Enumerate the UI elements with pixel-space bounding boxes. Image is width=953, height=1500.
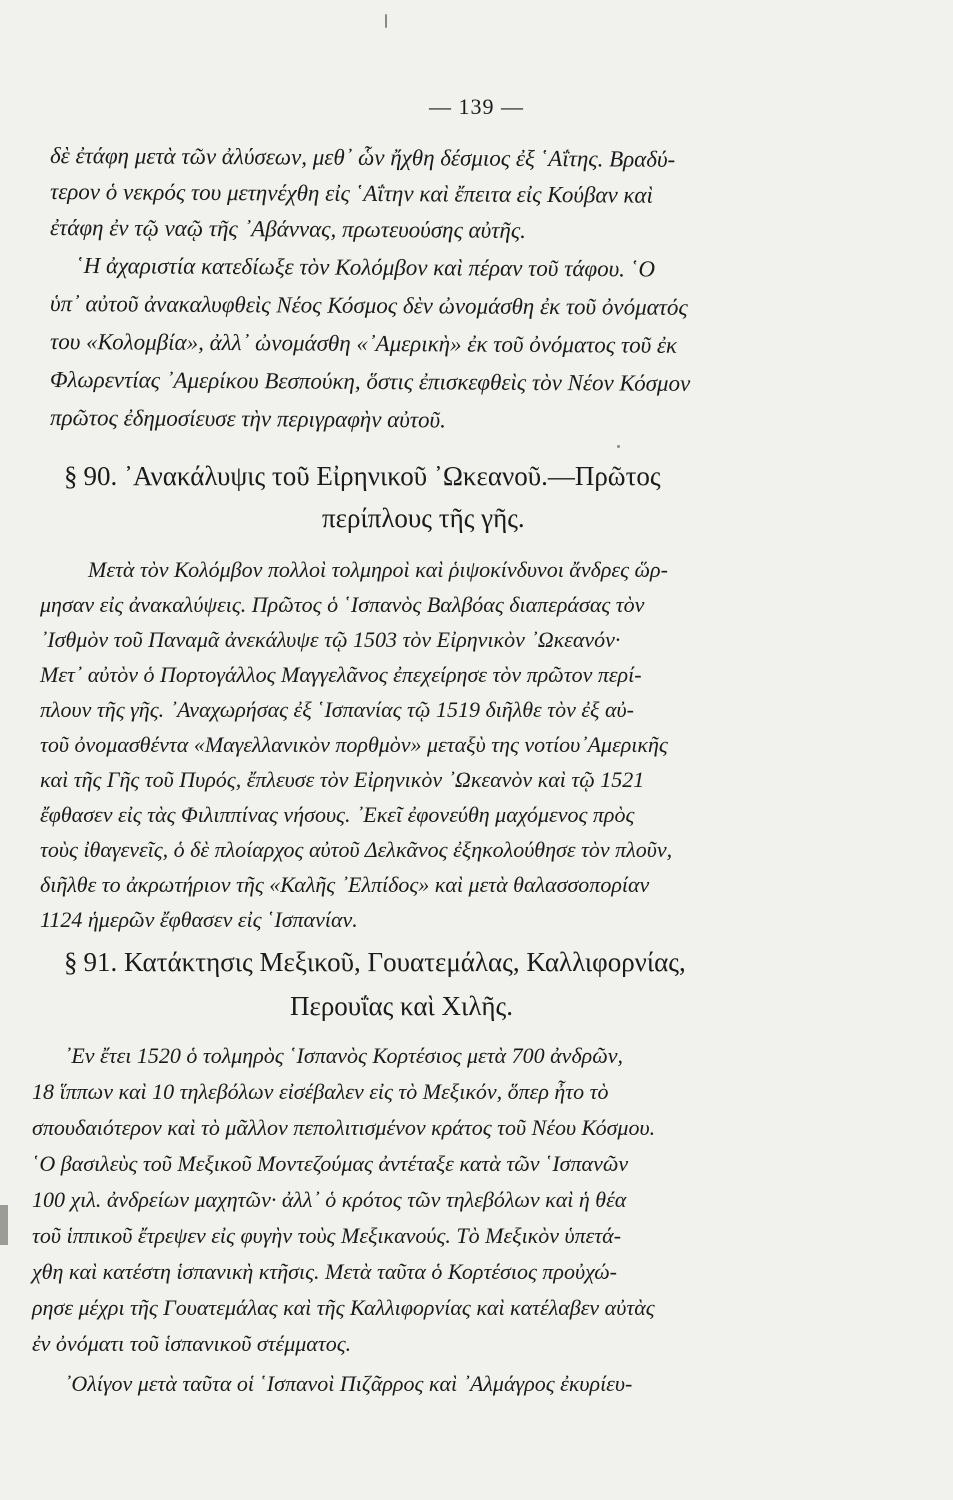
text-line: ᾽Ισθμὸν τοῦ Παναμᾶ ἀνεκάλυψε τῷ 1503 τὸν Εἰρηνικὸν ᾽Ωκεανόν·: [40, 627, 621, 652]
section-heading-continued: Περουΐας καὶ Χιλῆς.: [290, 991, 513, 1021]
text-line: 100 χιλ. ἀνδρείων μαχητῶν· ἀλλ᾽ ὁ κρότος τῶν τηλεβόλων καὶ ἡ θέα: [32, 1187, 627, 1212]
section-title: 90. ᾽Ανακάλυψις τοῦ Εἰρηνικοῦ ᾽Ωκεανοῦ.—Πρῶτος: [83, 461, 661, 491]
text-line: τοῦ ὀνομασθέντα «Μαγελλανικὸν πορθμὸν» μεταξὺ της νοτίου᾽Αμερικῆς: [40, 732, 668, 757]
text-line: τοὺς ἰθαγενεῖς, ὁ δὲ πλοίαρχος αὐτοῦ Δελκᾶνος ἐξηκολούθησε τὸν πλοῦν,: [40, 837, 673, 862]
text-line: ἔφθασεν εἰς τὰς Φιλιππίνας νήσους. ᾽Εκεῖ ἐφονεύθη μαχόμενος πρὸς: [40, 802, 635, 827]
section-heading-continued: περίπλους τῆς γῆς.: [322, 503, 525, 533]
section-heading: [64, 946, 686, 978]
text-line: καὶ τῆς Γῆς τοῦ Πυρός, ἔπλευσε τὸν Εἰρηνικὸν ᾽Ωκεανὸν καὶ τῷ 1521: [40, 767, 645, 792]
text-line: διῆλθε το ἀκρωτήριον τῆς «Καλῆς ᾽Ελπίδος» καὶ μετὰ θαλασσοπορίαν: [40, 872, 650, 897]
text-line: ᾽Εν ἔτει 1520 ὁ τολμηρὸς ῾Ισπανὸς Κορτέσιος μετὰ 700 ἀνδρῶν,: [64, 1043, 624, 1068]
text-line: 18 ἵππων καὶ 10 τηλεβόλων εἰσέβαλεν εἰς τὸ Μεξικόν, ὅπερ ἦτο τὸ: [32, 1079, 609, 1104]
text-line: ρησε μέχρι τῆς Γουατεμάλας καὶ τῆς Καλλιφορνίας καὶ κατέλαβεν αὐτὰς: [32, 1295, 655, 1320]
text-line: μησαν εἰς ἀνακαλύψεις. Πρῶτος ὁ ῾Ισπανὸς Βαλβόας διαπεράσας τὸν: [40, 592, 645, 617]
section-heading: [64, 460, 661, 492]
scan-speck: [385, 14, 387, 28]
scan-binding-mark: [0, 1205, 8, 1245]
text-line: Μετ᾽ αὐτὸν ὁ Πορτογάλλος Μαγγελᾶνος ἐπεχείρησε τὸν πρῶτον περί-: [40, 662, 642, 687]
text-line: χθη καὶ κατέστη ἱσπανικὴ κτῆσις. Μετὰ ταῦτα ὁ Κορτέσιος προὐχώ-: [32, 1259, 617, 1284]
text-line: πλουν τῆς γῆς. ᾽Αναχωρήσας ἐξ ῾Ισπανίας τῷ 1519 διῆλθε τὸν ἐξ αὐ-: [40, 697, 634, 722]
section-sign: §: [64, 461, 78, 491]
scan-speck: [617, 445, 620, 448]
text-line: τερον ὁ νεκρός του μετηνέχθη εἰς ῾Αΐτην καὶ ἔπειτα εἰς Κούβαν καὶ: [49, 179, 654, 208]
text-line: ᾽Ολίγον μετὰ ταῦτα οἱ ῾Ισπανοὶ Πιζᾶρρος καὶ ᾽Αλμάγρος ἐκυρίευ-: [64, 1371, 633, 1396]
text-line: του «Κολομβία», ἀλλ᾽ ὠνομάσθη «᾽Αμερικὴ» ἐκ τοῦ ὀνόματος τοῦ ἐκ: [49, 329, 678, 358]
text-line: Μετὰ τὸν Κολόμβον πολλοὶ τολμηροὶ καὶ ῥιψοκίνδυνοι ἄνδρες ὥρ-: [88, 557, 668, 582]
text-line: ῾Ο βασιλεὺς τοῦ Μεξικοῦ Μοντεζούμας ἀντέταξε κατὰ τῶν ῾Ισπανῶν: [32, 1151, 629, 1176]
text-line: ὑπ᾽ αὐτοῦ ἀνακαλυφθεὶς Νέος Κόσμος δὲν ὠνομάσθη ἐκ τοῦ ὀνόματός: [49, 291, 688, 320]
text-line: Φλωρεντίας ᾽Αμερίκου Βεσπούκη, ὅστις ἐπισκεφθεὶς τὸν Νέον Κόσμον: [49, 367, 691, 396]
text-line: πρῶτος ἐδημοσίευσε τὴν περιγραφὴν αὐτοῦ.: [49, 405, 446, 433]
text-line: ἐτάφη ἐν τῷ ναῷ τῆς ᾽Αβάννας, πρωτευούσης αὐτῆς.: [49, 215, 527, 243]
text-line: 1124 ἡμερῶν ἔφθασεν εἰς ῾Ισπανίαν.: [40, 907, 358, 932]
text-line: δὲ ἐτάφη μετὰ τῶν ἀλύσεων, μεθ᾽ ὧν ἤχθη δέσμιος ἐξ ῾Αΐτης. Βραδύ-: [49, 143, 676, 172]
text-line: ἐν ὀνόματι τοῦ ἱσπανικοῦ στέμματος.: [32, 1331, 352, 1356]
text-line: σπουδαιότερον καὶ τὸ μᾶλλον πεπολιτισμένον κράτος τοῦ Νέου Κόσμου.: [32, 1115, 656, 1140]
text-line: τοῦ ἱππικοῦ ἔτρεψεν εἰς φυγὴν τοὺς Μεξικανούς. Τὸ Μεξικὸν ὑπετά-: [32, 1223, 622, 1248]
page-number: — 139 —: [429, 94, 524, 119]
text-line: ῾Η ἀχαριστία κατεδίωξε τὸν Κολόμβον καὶ πέραν τοῦ τάφου. ῾Ο: [75, 253, 656, 282]
section-sign: §: [64, 947, 78, 977]
section-title: 91. Κατάκτησις Μεξικοῦ, Γουατεμάλας, Καλλιφορνίας,: [83, 947, 686, 977]
